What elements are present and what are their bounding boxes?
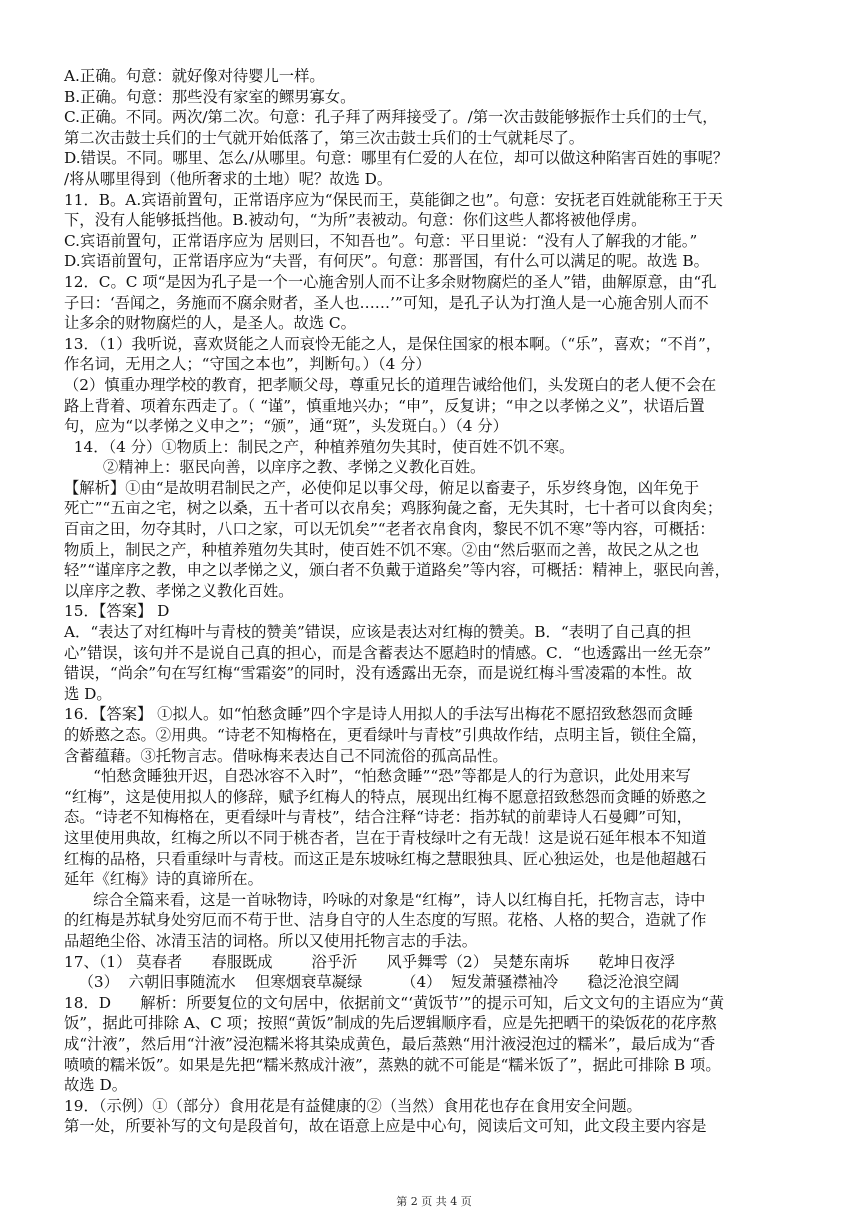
text-line: 延年《红梅》诗的真谛所在。 [64,870,263,889]
text-line: 以庠序之教、孝悌之义教化百姓。 [64,581,294,600]
text-line: 16．【答案】 ①拟人。如“怕愁贪睡”四个字是诗人用拟人的手法写出梅花不愿招致愁怨而贪睡 [64,705,693,724]
text-line: 下，没有人能够抵挡他。B.被动句，“为所”表被动。句意：你们这些人都将被他俘虏。 [64,211,647,230]
text-line: ②精神上：驱民向善，以庠序之教、孝悌之义教化百姓。 [64,458,486,477]
text-line: A．“表达了对红梅叶与青枝的赞美”错误，应该是表达对红梅的赞美。B．“表明了自己真的担 [64,623,692,642]
text-line: 的红梅是苏轼身处穷厄而不苟于世、洁身自守的人生态度的写照。花格、人格的契合，造就了作 [64,911,707,930]
text-line: 句，应为“以孝悌之义申之”；“颁”，通“斑”，头发斑白。）（4 分） [64,417,508,436]
text-line: 态。“诗老不知梅格在，更看绿叶与青枝”，结合注释“诗老：指苏轼的前辈诗人石曼卿”可知， [64,808,692,827]
text-line: 18．D 解析：所要复位的文句居中，依据前文“‘黄饭节’”的提示可知，后文文句的主语应为“黄 [64,993,725,1012]
text-line: B.正确。句意：那些没有家室的鳏男寡女。 [64,87,356,106]
text-line: 死亡”“五亩之宅，树之以桑，五十者可以衣帛矣；鸡豚狗彘之畜，无失其时，七十者可以食肉矣； [64,499,723,518]
text-line: 14．（4 分）①物质上：制民之产，种植养殖勿失其时，使百姓不饥不寒。 [64,437,575,456]
text-line: 错误，“尚余”句在写红梅“雪霜姿”的同时，没有透露出无奈，而是说红梅斗雪凌霜的本性。故 [64,664,692,683]
text-line: D.宾语前置句，正常语序应为“夫晋，有何厌”。句意：那晋国，有什么可以满足的呢。故选 B。 [64,252,709,271]
document-body [64,66,808,1137]
text-line: 喷喷的糯米饭”。如果是先把“糯米熬成汁液”，蒸熟的就不可能是“糯米饭了”，据此可排除 B 项。 [64,1055,721,1074]
text-line: “红梅”，这是使用拟人的修辞，赋予红梅人的特点，展现出红梅不愿意招致愁怨而贪睡的娇憨之 [64,787,707,806]
text-line: 让多余的财物腐烂的人，是圣人。故选 C。 [64,314,356,333]
text-line: 12．C。C 项“是因为孔子是一个一心施舍别人而不让多余财物腐烂的圣人”错，曲解原意，由“孔 [64,272,717,291]
text-line: 第一处，所要补写的文句是段首句，故在语意上应是中心句，阅读后文可知，此文段主要内容是 [64,1117,707,1136]
text-line: （3） 六朝旧事随流水 但寒烟衰草凝绿 （4） 短发萧骚襟袖冷 稳泛沧浪空阔 [64,973,680,992]
text-line: 路上背着、项着东西走了。（ “谨”，慎重地兴办；“申”，反复讲；“申之以孝悌之义”，状语后置 [64,396,705,415]
text-line: 百亩之田，勿夺其时，八口之家，可以无饥矣”“老者衣帛食肉，黎民不饥不寒”等内容，可概括： [64,520,715,539]
text-line: 作名词，无用之人；“守国之本也”，判断句。）（4 分） [64,355,431,374]
text-line: 含蓄蕴藉。③托物言志。借咏梅来表达自己不同流俗的孤高品性。 [64,746,508,765]
text-line: 19．（示例）①（部分）食用花是有益健康的②（当然）食用花也存在食用安全问题。 [64,1096,642,1115]
text-line: 品超绝尘俗、冰清玉洁的词格。所以又使用托物言志的手法。 [64,931,478,950]
text-line: /将从哪里得到（他所奢求的土地）呢？故选 D。 [64,169,393,188]
text-line: 轻”“谨庠序之教，申之以孝悌之义，颁白者不负戴于道路矣”等内容，可概括：精神上，驱民向善， [64,561,730,580]
text-line: 红梅的品格，只看重绿叶与青枝。而这正是东坡咏红梅之慧眼独具、匠心独运处，也是他超越石 [64,849,707,868]
text-line: 11．B。A.宾语前置句，正常语序应为“保民而王，莫能御之也”。句意：安抚老百姓就能称王于天 [64,190,723,209]
text-line: 第二次击鼓士兵们的士气就开始低落了，第三次击鼓士兵们的士气就耗尽了。 [64,128,585,147]
text-line: A.正确。句意：就好像对待婴儿一样。 [64,67,325,85]
text-line: 子曰：‘吾闻之，务施而不腐余财者，圣人也……’”可知，是孔子认为打渔人是一心施舍别人而不 [64,293,709,312]
text-line: 综合全篇来看，这是一首咏物诗，吟咏的对象是“红梅”，诗人以红梅自托，托物言志，诗中 [64,890,706,909]
text-line: 15．【答案】 D [64,602,170,621]
text-line: 心”错误，该句并不是说自己真的担心，而是含蓄表达不愿趋时的情感。C．“也透露出一丝无奈” [64,643,712,662]
text-line: 物质上，制民之产，种植养殖勿失其时，使百姓不饥不寒。②由“然后驱而之善，故民之从之也 [64,540,699,559]
text-line: 成“汁液”，然后用“汁液”浸泡糯米将其染成黄色，最后蒸熟“用汁液浸泡过的糯米”，最后成为“香 [64,1034,716,1053]
page-footer: 第 2 页 共 4 页 [396,1195,472,1208]
text-line: C.宾语前置句，正常语序应为 居则曰，不知吾也”。句意：平日里说：“没有人了解我的才能。” [64,231,698,250]
text-line: “怕愁贪睡独开迟，自恐冰容不入时”，“怕愁贪睡”“恐”等都是人的行为意识，此处用来写 [64,767,691,786]
text-line: 故选 D。 [64,1076,128,1095]
text-line: 选 D。 [64,684,112,703]
text-line: C.正确。不同。两次/第二次。句意：孔子拜了两拜接受了。/第一次击鼓能够振作士兵们的士气， [64,108,718,127]
text-line: D.错误。不同。哪里、怎么/从哪里。句意：哪里有仁爱的人在位，却可以做这种陷害百姓的事呢？ [64,149,729,168]
text-line: 【解析】①由“是故明君制民之产，必使仰足以事父母，俯足以畜妻子，乐岁终身饱，凶年免于 [64,478,699,497]
text-line: 17、（1） 莫春者 春服既成 浴乎沂 风乎舞雩（2） 吴楚东南坼 乾坤日夜浮 [64,952,676,971]
text-line: 这里使用典故，红梅之所以不同于桃杏者，岂在于青枝绿叶之有无哉！这是说石延年根本不知道 [64,828,707,847]
text-line: 饭”，据此可排除 A、C 项；按照“黄饭”制成的先后逻辑顺序看，应是先把晒干的染饭花的花序熬 [64,1014,717,1033]
text-line: 13．（1）我听说，喜欢贤能之人而哀怜无能之人，是保住国家的根本啊。（“乐”，喜欢；“不肖”， [64,334,722,353]
text-line: （2）慎重办理学校的教育，把孝顺父母，尊重兄长的道理告诫给他们，头发斑白的老人便不会在 [64,375,717,394]
text-line: 的娇憨之态。②用典。“诗老不知梅格在，更看绿叶与青枝”引典故作结，点明主旨，锁住全篇， [64,726,707,744]
